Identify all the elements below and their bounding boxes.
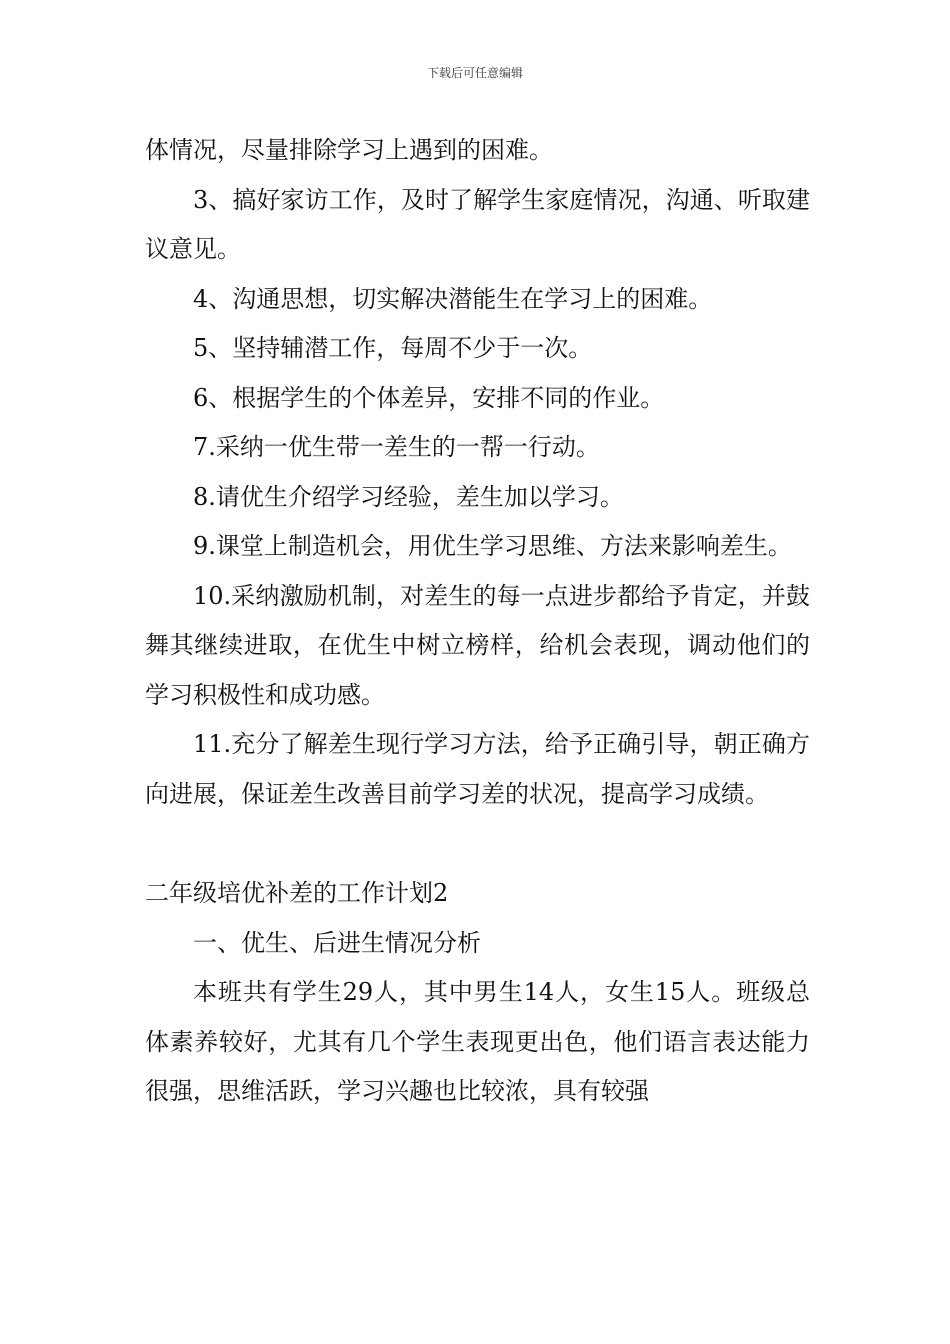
paragraph: 8.请优生介绍学习经验，差生加以学习。 — [193, 482, 624, 511]
section-subheading: 一、优生、后进生情况分析 — [193, 928, 481, 957]
paragraph: 本班共有学生29人，其中男生14人，女生15人。班级总体素养较好，尤其有几个学生表现更出色，他们语言表达能力很强，思维活跃，学习兴趣也比较浓，具有较强 — [145, 978, 810, 1105]
section-spacer — [145, 819, 810, 869]
paragraph: 9.课堂上制造机会，用优生学习思维、方法来影响差生。 — [193, 532, 792, 560]
paragraph: 4、沟通思想，切实解决潜能生在学习上的困难。 — [193, 284, 713, 313]
paragraph: 7.采纳一优生带一差生的一帮一行动。 — [193, 433, 600, 461]
paragraph: 3、搞好家访工作，及时了解学生家庭情况，沟通、听取建议意见。 — [145, 185, 810, 263]
paragraph: 6、根据学生的个体差异，安排不同的作业。 — [193, 383, 665, 412]
page-header: 下载后可任意编辑 — [426, 66, 523, 80]
paragraph: 体情况，尽量排除学习上遇到的困难。 — [145, 136, 553, 164]
paragraph: 10.采纳激励机制，对差生的每一点进步都给予肯定，并鼓舞其继续进取，在优生中树立榜样，给机会表现，调动他们的学习积极性和成功感。 — [145, 581, 810, 709]
document-body — [145, 126, 810, 1117]
paragraph: 11.充分了解差生现行学习方法，给予正确引导，朝正确方向进展，保证差生改善目前学习差的状况，提高学习成绩。 — [145, 730, 810, 808]
section-title: 二年级培优补差的工作计划2 — [145, 879, 449, 907]
paragraph: 5、坚持辅潜工作，每周不少于一次。 — [193, 334, 593, 362]
